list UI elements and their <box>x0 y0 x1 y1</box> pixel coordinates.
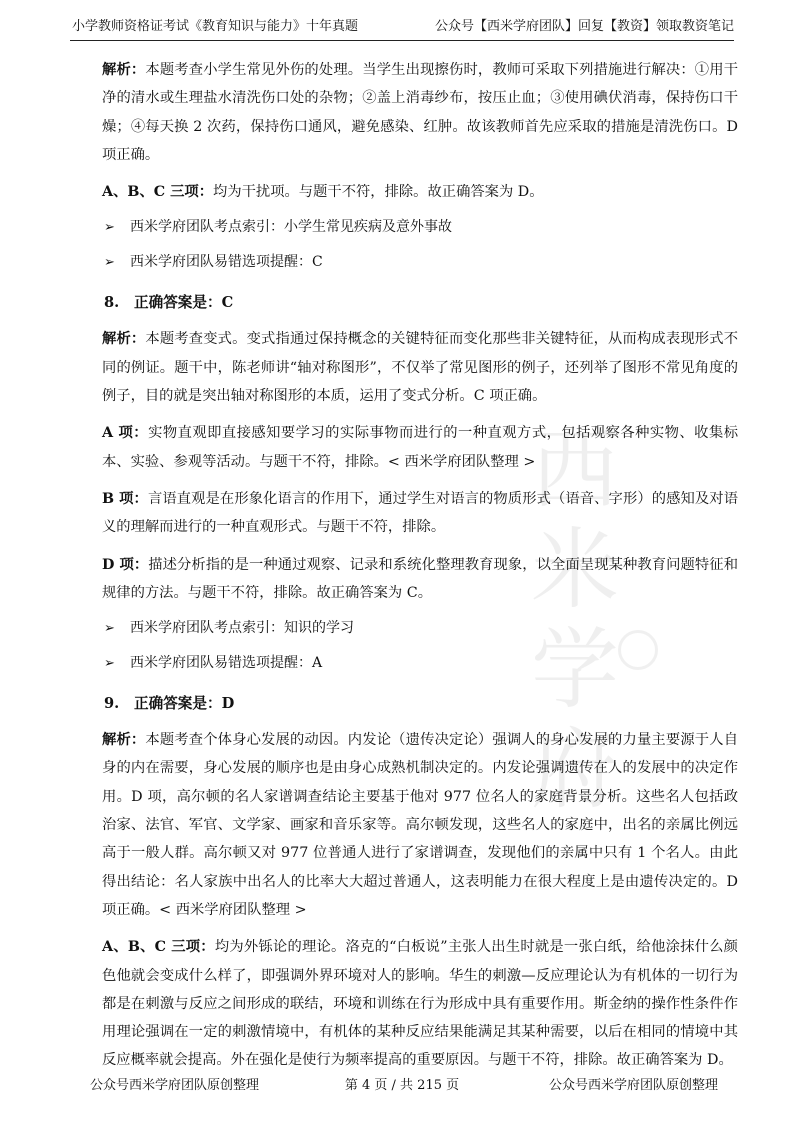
q8-option-a <box>102 419 738 476</box>
q8-answer-heading <box>104 291 738 315</box>
footer-left: 公众号西米学府团队原创整理 <box>90 1078 260 1093</box>
bullet-text: 西米学府团队考点索引：小学生常见疾病及意外事故 <box>130 219 452 236</box>
option-text: 均为干扰项。与题干不符，排除。故正确答案为 D。 <box>213 184 544 201</box>
option-label: A 项： <box>102 425 149 442</box>
analysis-text: 本题考查变式。变式指通过保持概念的关键特征而变化那些非关键特征，从而构成表现形式不同的例证。题干中，陈老师讲“轴对称图形”，不仅举了常见图形的例子，还列举了图形不常见角度的例子，目的就是突出轴对称图形的本质，运用了变式分析。C 项正确。 <box>102 331 738 405</box>
option-label: B 项： <box>102 490 148 507</box>
arrowhead-bullet-icon: ➢ <box>104 220 115 236</box>
footer-right: 公众号西米学府团队原创整理 <box>548 1078 718 1093</box>
page-footer <box>70 1074 734 1098</box>
q8-knowledge-index <box>104 616 738 641</box>
watermark-char: 米 <box>530 518 619 621</box>
q8-error-tip <box>104 651 738 676</box>
analysis-label: 解析： <box>102 331 146 348</box>
watermark-char: 西 <box>530 418 619 521</box>
q7-knowledge-index <box>104 215 738 240</box>
q8-option-b <box>102 485 738 542</box>
question-number: 9. <box>104 695 120 713</box>
q9-answer-heading <box>104 692 738 716</box>
analysis-text: 本题考查小学生常见外伤的处理。当学生出现擦伤时，教师可采取下列措施进行解决：①用干净的清水或生理盐水清洗伤口处的杂物；②盖上消毒纱布，按压止血；③使用碘伏消毒，保持伤口干燥；④每天换 2 次药，保持伤口通风，避免感染、红肿。故该教师首先应采取的措施是清洗伤口。D 项正确。 <box>102 62 738 163</box>
watermark-char: 学 <box>530 618 619 721</box>
page-number: 第 4 页 / 共 215 页 <box>344 1078 460 1093</box>
arrowhead-bullet-icon: ➢ <box>104 656 115 672</box>
header-title: 小学教师资格证考试《教育知识与能力》十年真题 <box>72 19 359 34</box>
option-label: A、B、C 三项： <box>102 184 214 201</box>
bullet-text: 西米学府团队考点索引：知识的学习 <box>130 620 354 637</box>
header-promo: 公众号【西米学府团队】回复【教资】领取教资笔记 <box>434 19 734 34</box>
option-text: 言语直观是在形象化语言的作用下，通过学生对语言的物质形式（语音、字形）的感知及对语义的理解而进行的一种直观形式。与题干不符，排除。 <box>102 490 739 536</box>
page-body <box>104 56 738 1084</box>
option-text: 实物直观即直接感知要学习的实际事物而进行的一种直观方式，包括观察各种实物、收集标本、实验、参观等活动。与题干不符，排除。< 西米学府团队整理 > <box>102 425 738 470</box>
analysis-label: 解析： <box>102 62 146 78</box>
q8-analysis <box>102 325 738 410</box>
q7-option-abc <box>102 178 738 206</box>
bullet-text: 西米学府团队易错选项提醒：C <box>130 254 323 271</box>
bullet-text: 西米学府团队易错选项提醒：A <box>130 655 323 672</box>
q9-option-abc <box>102 933 738 1074</box>
q7-analysis <box>102 56 738 169</box>
watermark-char: 府 <box>530 718 619 821</box>
analysis-label: 解析： <box>102 732 146 749</box>
option-text: 描述分析指的是一种通过观察、记录和系统化整理教育现象，以全面呈现某种教育问题特征和规律的方法。与题干不符，排除。故正确答案为 C。 <box>102 556 738 601</box>
arrowhead-bullet-icon: ➢ <box>104 621 115 637</box>
question-number: 8. <box>104 294 120 312</box>
q8-option-d <box>102 551 738 608</box>
q7-error-tip <box>104 250 738 275</box>
answer-text: 正确答案是：D <box>134 695 235 713</box>
option-label: D 项： <box>102 556 149 573</box>
q9-analysis <box>102 726 738 924</box>
option-text: 均为外铄论的理论。洛克的“白板说”主张人出生时就是一张白纸，给他涂抹什么颜色他就会变成什么样了，即强调外界环境对人的影响。华生的刺激—反应理论认为有机体的一切行为都是在刺激与反应之间形成的联结，环境和训练在行为形成中具有重要作用。斯金纳的操作性条件作用理论强调在一定的刺激情境中，有机体的某种反应结果能满足其某种需要，以后在相同的情境中其反应概率就会提高。外在强化是使行为频率提高的重要原因。与题干不符，排除。故正确答案为 D。 <box>102 939 738 1069</box>
arrowhead-bullet-icon: ➢ <box>104 255 115 271</box>
analysis-text: 本题考查个体身心发展的动因。内发论（遗传决定论）强调人的身心发展的力量主要源于人自身的内在需要，身心发展的顺序也是由身心成熟机制决定的。内发论强调遗传在人的发展中的决定作用。D 项，高尔顿的名人家谱调查结论主要基于他对 977 位名人的家庭背景分析。这些名人包括政治家、法官、军官、文学家、画家和音乐家等。高尔顿发现，这些名人的家庭中，出名的亲属比例远高于一般人群。高尔顿又对 977 位普通人进行了家谱调查，发现他们的亲属中只有 1 个名人。由此得出结论：名人家族中出名人的比率大大超过普通人，这表明能力在很大程度上是由遗传决定的。D 项正确。< 西米学府团队整理 > <box>102 732 738 918</box>
option-label: A、B、C 三项： <box>102 939 215 956</box>
page-header <box>70 14 734 41</box>
answer-text: 正确答案是：C <box>134 294 234 312</box>
